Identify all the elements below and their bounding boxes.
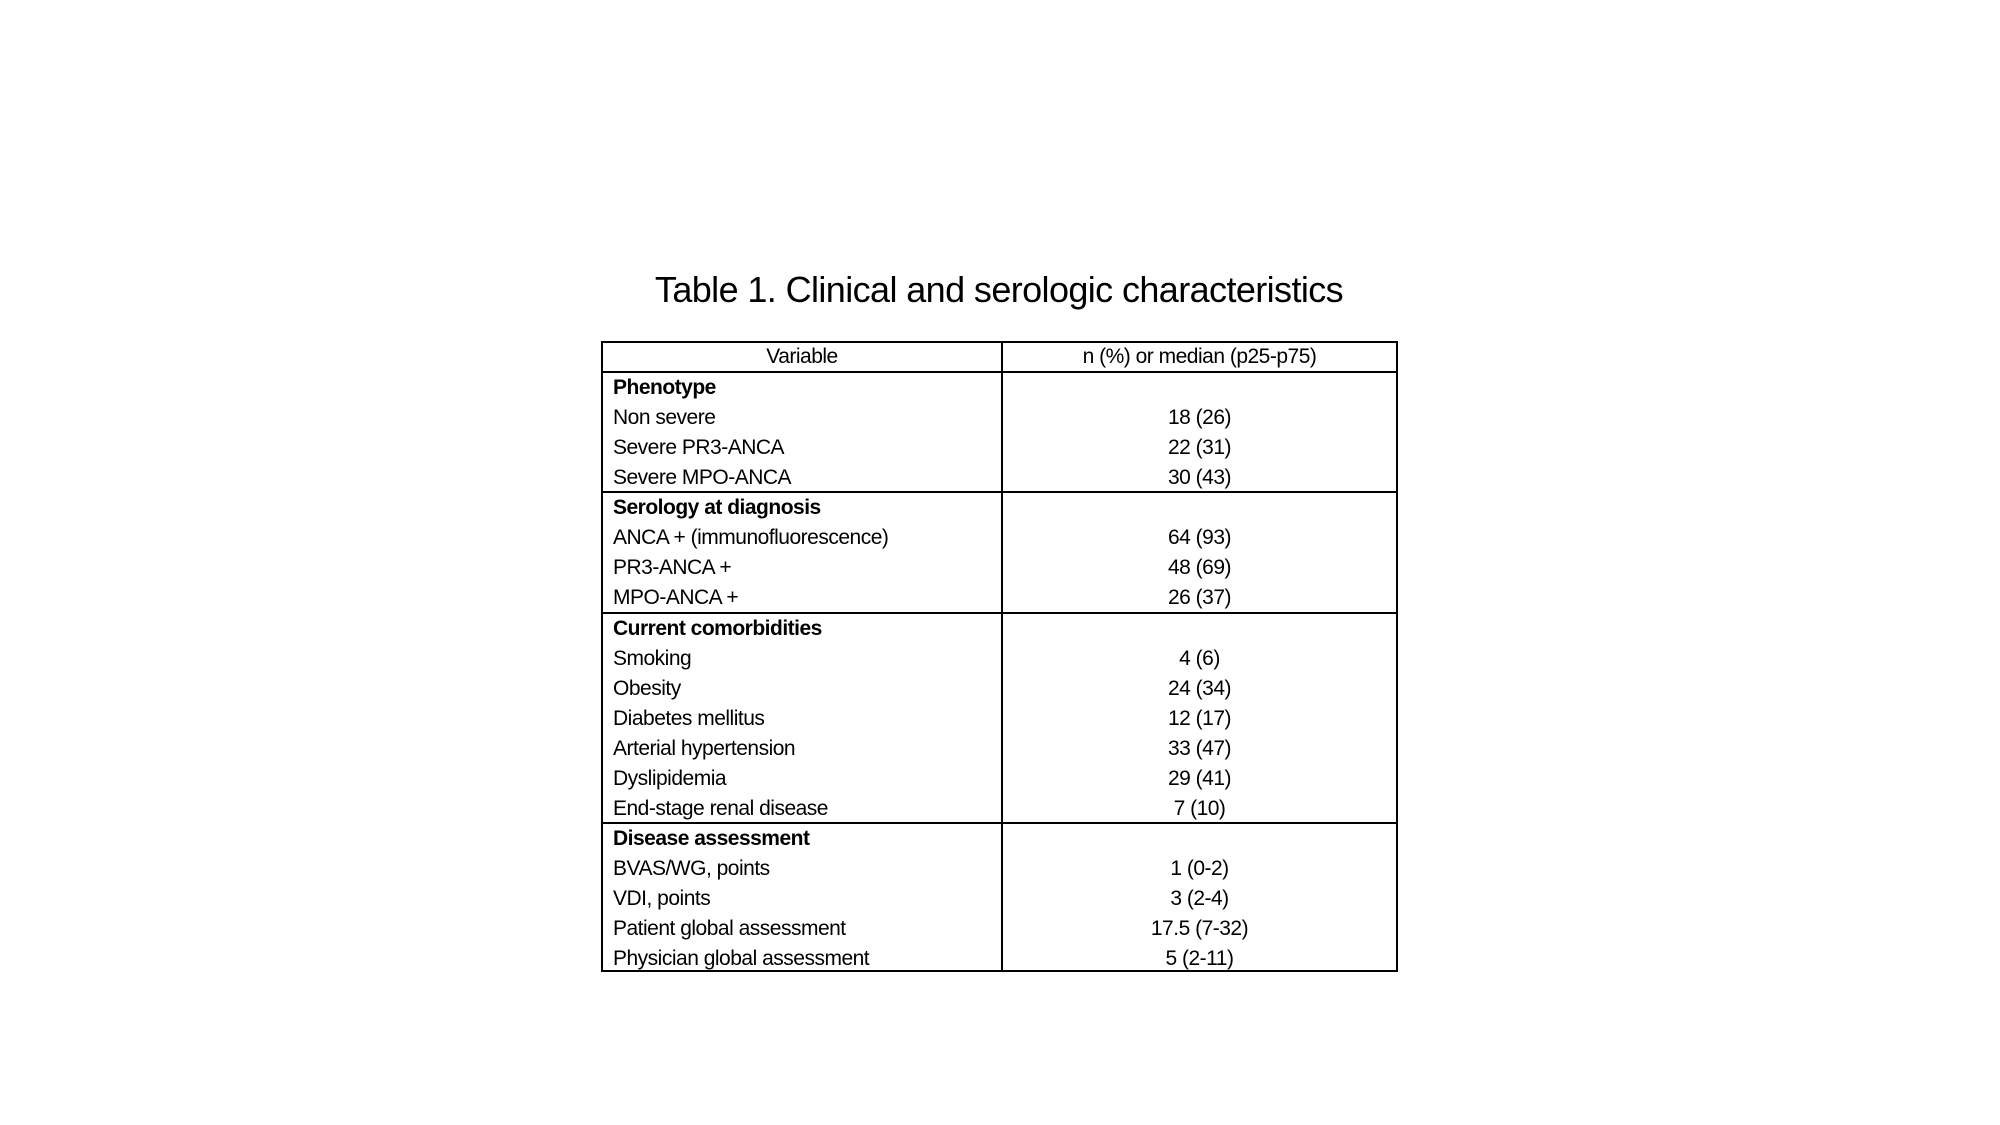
row-value: 22 (31): [1167, 436, 1232, 459]
row-label: PR3-ANCA +: [613, 556, 732, 579]
row-label: Smoking: [613, 647, 692, 670]
row-value: 7 (10): [1173, 797, 1226, 820]
section-disease-assessment: [603, 822, 1396, 974]
row-value: 1 (0-2): [1170, 857, 1229, 880]
section-heading-row: [603, 614, 1396, 644]
row-label: Non severe: [613, 406, 716, 429]
row-label: Obesity: [613, 677, 681, 700]
header-variable: Variable: [766, 345, 838, 368]
table-row: [603, 914, 1396, 944]
table-row: [603, 794, 1396, 824]
table-row: [603, 523, 1396, 553]
section-comorbidities: [603, 612, 1396, 824]
row-value: 17.5 (7-32): [1150, 917, 1249, 940]
row-value: 3 (2-4): [1170, 887, 1229, 910]
row-label: MPO-ANCA +: [613, 586, 739, 609]
table-title: Table 1. Clinical and serologic characteristics: [654, 269, 1344, 310]
row-label: ANCA + (immunofluorescence): [613, 526, 889, 549]
row-label: End-stage renal disease: [613, 797, 828, 820]
row-value: 30 (43): [1167, 466, 1232, 489]
table-header-row: [603, 343, 1396, 373]
table-row: [603, 403, 1396, 433]
row-value: 26 (37): [1167, 586, 1232, 609]
row-value: 33 (47): [1167, 737, 1232, 760]
table-row: [603, 704, 1396, 734]
row-label: Diabetes mellitus: [613, 707, 765, 730]
table-row: [603, 884, 1396, 914]
row-label: Severe MPO-ANCA: [613, 466, 792, 489]
section-serology: [603, 491, 1396, 613]
row-value: 24 (34): [1167, 677, 1232, 700]
row-label: Patient global assessment: [613, 917, 846, 940]
section-heading: Disease assessment: [613, 827, 810, 850]
row-value: 48 (69): [1167, 556, 1232, 579]
table-row: [603, 764, 1396, 794]
section-heading-row: [603, 493, 1396, 523]
header-value: n (%) or median (p25-p75): [1082, 345, 1317, 368]
section-heading: Phenotype: [613, 376, 716, 399]
row-value: 64 (93): [1167, 526, 1232, 549]
section-heading-row: [603, 373, 1396, 403]
row-label: BVAS/WG, points: [613, 857, 770, 880]
row-label: Severe PR3-ANCA: [613, 436, 785, 459]
row-value: 4 (6): [1179, 647, 1220, 670]
table-row: [603, 583, 1396, 613]
table-row: [603, 433, 1396, 463]
table-row: [603, 463, 1396, 493]
section-heading: Current comorbidities: [613, 617, 822, 640]
characteristics-table: [601, 341, 1398, 972]
table-row: [603, 553, 1396, 583]
row-label: VDI, points: [613, 887, 711, 910]
row-value: 12 (17): [1167, 707, 1232, 730]
row-label: Arterial hypertension: [613, 737, 796, 760]
row-label: Dyslipidemia: [613, 767, 727, 790]
row-value: 18 (26): [1167, 406, 1232, 429]
table-row: [603, 734, 1396, 764]
row-value: 29 (41): [1167, 767, 1232, 790]
table-row: [603, 944, 1396, 974]
row-value: 5 (2-11): [1165, 947, 1234, 970]
row-label: Physician global assessment: [613, 947, 870, 970]
table-row: [603, 674, 1396, 704]
section-heading-row: [603, 824, 1396, 854]
section-heading: Serology at diagnosis: [613, 496, 821, 519]
table-row: [603, 854, 1396, 884]
table-row: [603, 644, 1396, 674]
section-phenotype: [603, 373, 1396, 493]
